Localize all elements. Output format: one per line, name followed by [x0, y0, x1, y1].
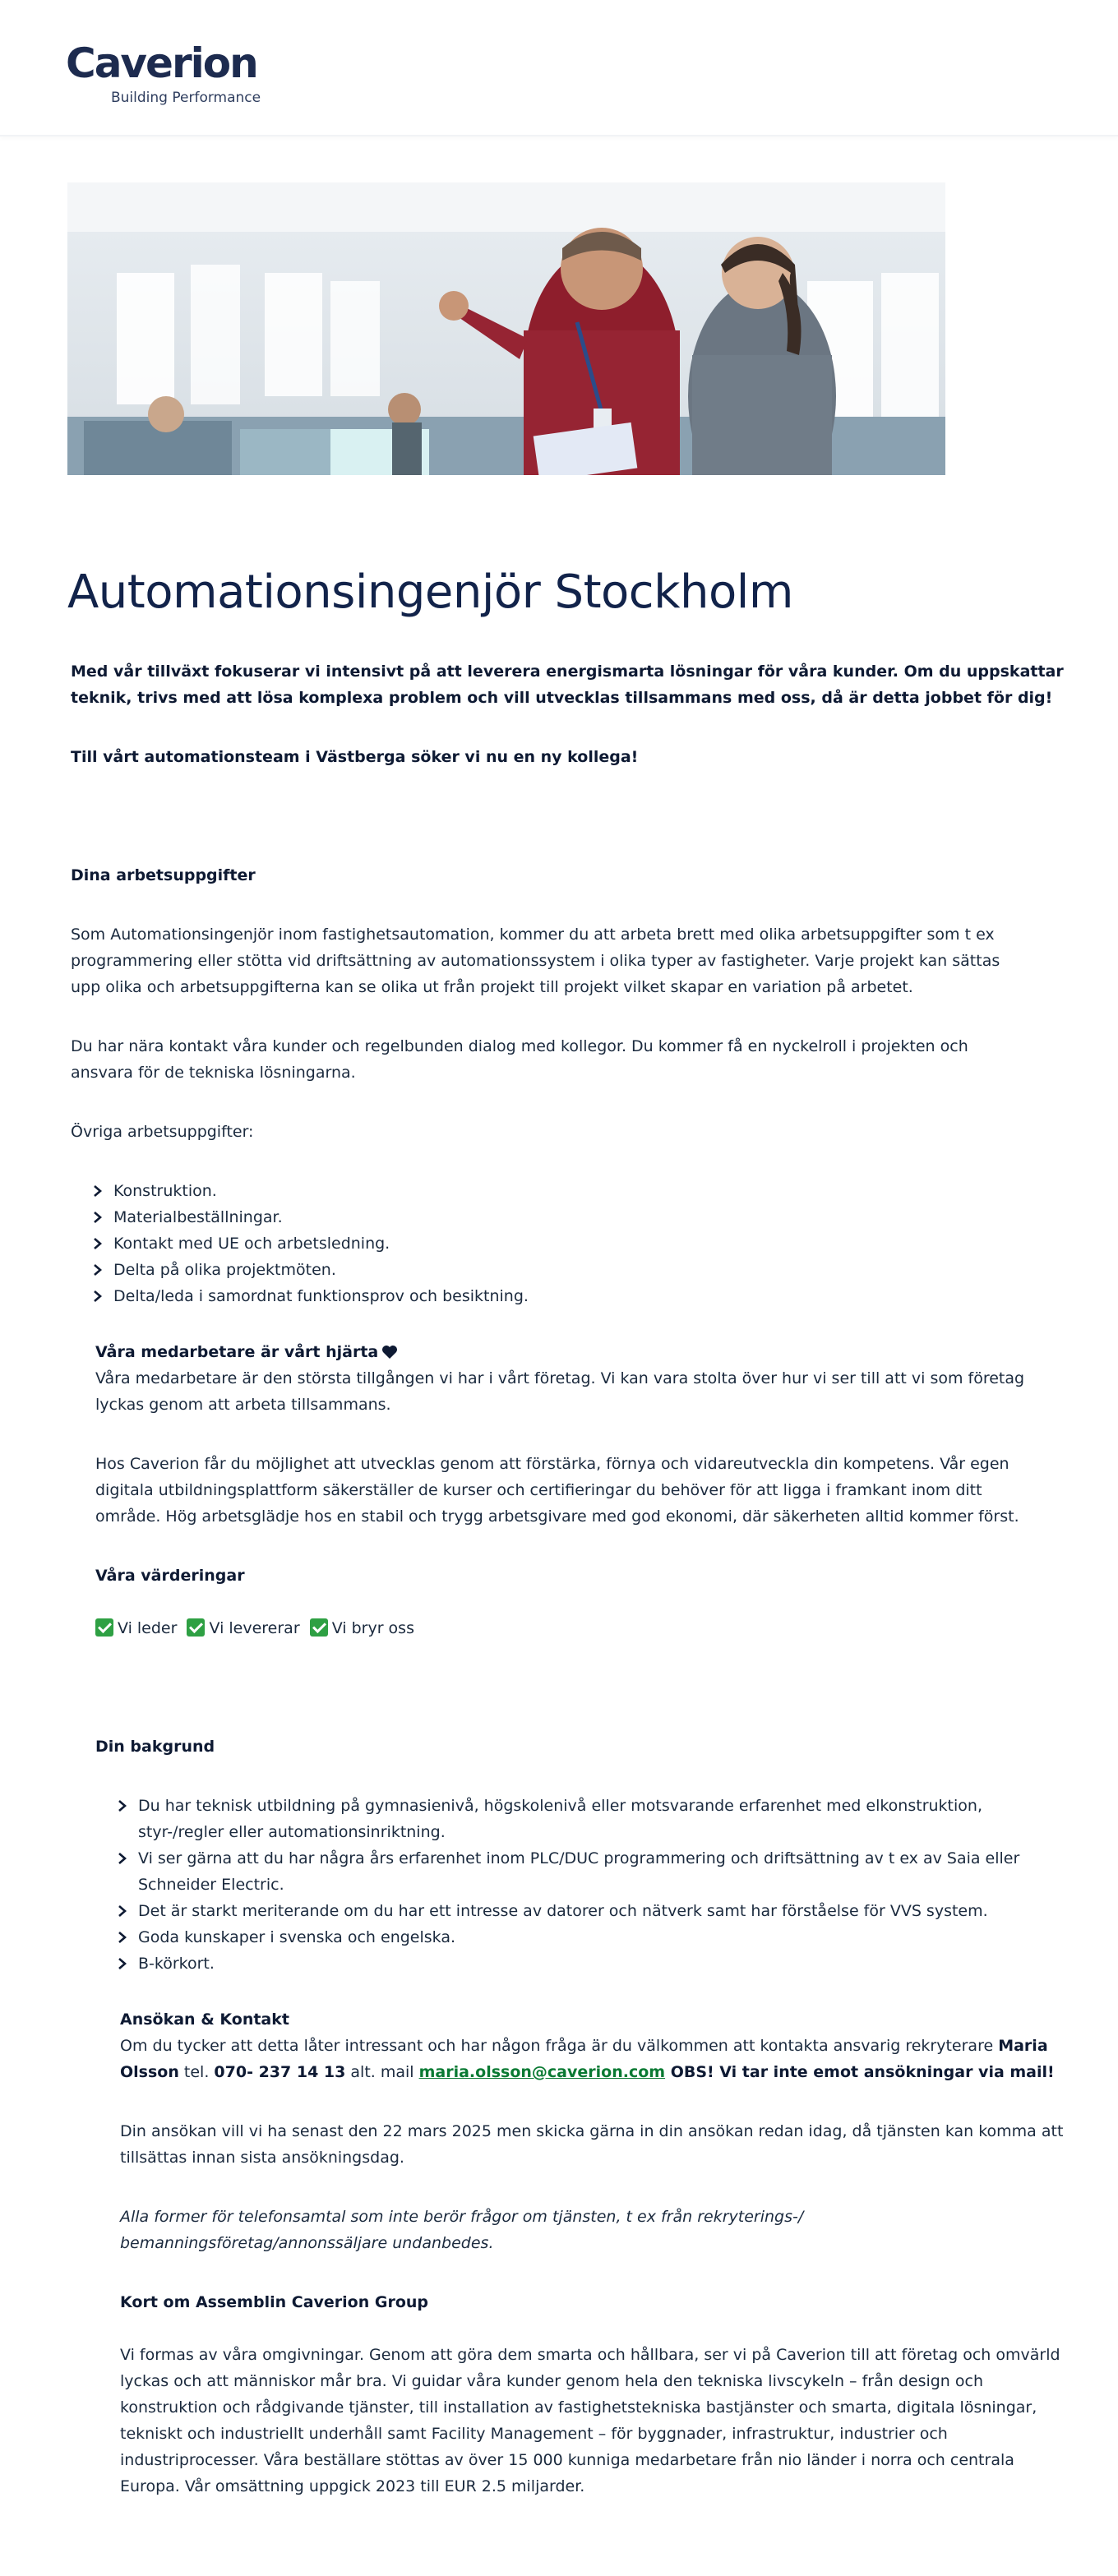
recruiter-phone[interactable]: 070- 237 14 13 [214, 2063, 346, 2081]
chevron-right-icon [92, 1185, 104, 1197]
chevron-right-icon [117, 1905, 128, 1917]
values-row [95, 1615, 419, 1641]
list-item [115, 1898, 1019, 1924]
tasks-p1-line-2: programmering eller stötta vid driftsättning av automationssystem i olika typer av fastigheter. Varje projekt kan sättas [71, 952, 1000, 970]
employees-p1-line-1: Våra medarbetare är den största tillgången vi har i vårt företag. Vi kan vara stolta över hur vi ser till att vi som företag [95, 1369, 1025, 1387]
contact-intro-text: Om du tycker att detta låter intressant och har någon fråga är du välkommen att kontakta ansvarig rekryterare [120, 2037, 999, 2055]
value-item: Vi bryr oss [331, 1619, 414, 1637]
heart-icon [381, 1345, 398, 1360]
about-line-2: lyckas och att människor mår bra. Vi guidar våra kunder genom hela den tekniska livscykeln – från design och [120, 2372, 984, 2390]
background-list [115, 1793, 1019, 1977]
hero-image [67, 182, 945, 475]
chevron-right-icon [117, 1853, 128, 1864]
tasks-p1-line-1: Som Automationsingenjör inom fastighetsautomation, kommer du att arbeta brett med olika arbetsuppgifter som t ex [71, 926, 995, 944]
obs-notice: OBS! Vi tar inte emot ansökningar via mail! [665, 2063, 1055, 2081]
tasks-heading: Dina arbetsuppgifter [71, 866, 256, 884]
contact-line-1 [120, 2033, 1048, 2059]
tasks-p2-line-1: Du har nära kontakt våra kunder och regelbunden dialog med kollegor. Du kommer få en nyckelroll i projekten och [71, 1037, 968, 1055]
list-item [90, 1283, 529, 1309]
site-header [0, 0, 1118, 136]
employees-heading-row [95, 1339, 398, 1365]
job-title: Automationsingenjör Stockholm [67, 566, 793, 619]
chevron-right-icon [117, 1800, 128, 1812]
recruiter-email-link[interactable]: maria.olsson@caverion.com [418, 2063, 666, 2081]
list-item-text: Delta/leda i samordnat funktionsprov och besiktning. [113, 1287, 529, 1305]
list-item-text: Materialbeställningar. [113, 1208, 283, 1226]
contact-heading: Ansökan & Kontakt [120, 2010, 289, 2029]
list-item-text: Vi ser gärna att du har några års erfarenhet inom PLC/DUC programmering och driftsättning av t ex av Saia eller [138, 1849, 1020, 1867]
list-item-text-cont: styr-/regler eller automationsinriktning. [138, 1823, 446, 1841]
chevron-right-icon [92, 1290, 104, 1302]
list-item [115, 1924, 1019, 1950]
list-item [90, 1230, 529, 1257]
tasks-list [90, 1178, 529, 1309]
about-heading: Kort om Assemblin Caverion Group [120, 2293, 429, 2311]
list-item-text: Delta på olika projektmöten. [113, 1261, 336, 1279]
list-item [90, 1257, 529, 1283]
list-item [115, 1845, 1019, 1898]
tel-label: tel. [178, 2063, 215, 2081]
deadline-line-2: tillsättas innan sista ansökningsdag. [120, 2149, 404, 2167]
list-item-text-cont: Schneider Electric. [138, 1876, 284, 1894]
notice-line-1: Alla former för telefonsamtal som inte berör frågor om tjänsten, t ex från rekryterings-/ [120, 2208, 804, 2226]
logo-wordmark[interactable]: Caverion [66, 39, 257, 87]
tasks-p1-line-3: upp olika och arbetsuppgifterna kan se olika ut från projekt till projekt vilket skapar en variation på arbetet. [71, 978, 913, 996]
contact-line-2 [120, 2059, 1055, 2085]
list-item-text: Du har teknisk utbildning på gymnasienivå, högskolenivå eller motsvarande erfarenhet med elkonstruktion, [138, 1797, 982, 1815]
intro-line-2: teknik, trivs med att lösa komplexa problem och vill utvecklas tillsammans med oss, då är detta jobbet för dig! [71, 689, 1053, 707]
intro-team: Till vårt automationsteam i Västberga söker vi nu en ny kollega! [71, 748, 639, 766]
chevron-right-icon [117, 1958, 128, 1969]
value-item: Vi levererar [209, 1619, 300, 1637]
employees-p2-line-3: område. Hög arbetsglädje hos en stabil och trygg arbetsgivare med god ekonomi, där säkerheten alltid kommer först. [95, 1507, 1019, 1526]
chevron-right-icon [92, 1264, 104, 1276]
values-heading: Våra värderingar [95, 1567, 245, 1585]
mail-label: alt. mail [345, 2063, 419, 2081]
recruiter-first-name: Maria [998, 2037, 1048, 2055]
check-icon [187, 1618, 205, 1637]
about-line-3: konstruktion och rådgivande tjänster, till installation av fastighetstekniska bastjänster och smarta, digitala lösningar, [120, 2398, 1037, 2417]
employees-heading: Våra medarbetare är vårt hjärta [95, 1343, 379, 1361]
employees-p1-line-2: lyckas genom att arbeta tillsammans. [95, 1396, 391, 1414]
background-heading: Din bakgrund [95, 1738, 215, 1756]
about-line-4: tekniskt och industriellt underhåll samt Facility Management – för byggnader, infrastruktur, industrier och [120, 2425, 948, 2443]
recruiter-last-name: Olsson [120, 2063, 179, 2081]
list-item-text: Det är starkt meriterande om du har ett intresse av datorer och nätverk samt har förståelse för VVS system. [138, 1902, 988, 1920]
chevron-right-icon [92, 1238, 104, 1249]
logo-tagline: Building Performance [111, 90, 261, 106]
chevron-right-icon [117, 1932, 128, 1943]
chevron-right-icon [92, 1212, 104, 1223]
list-item [90, 1204, 529, 1230]
list-item [115, 1793, 1019, 1845]
about-line-6: Europa. Vår omsättning uppgick 2023 till EUR 2.5 miljarder. [120, 2477, 585, 2495]
employees-p2-line-2: digitala utbildningsplattform säkerställer de kurser och certifieringar du behöver för att ligga i framkant inom ditt [95, 1481, 982, 1499]
other-tasks-label: Övriga arbetsuppgifter: [71, 1123, 254, 1141]
list-item-text: Kontakt med UE och arbetsledning. [113, 1235, 390, 1253]
list-item-text: Konstruktion. [113, 1182, 217, 1200]
value-item: Vi leder [118, 1619, 178, 1637]
tasks-p2-line-2: ansvara för de tekniska lösningarna. [71, 1064, 356, 1082]
notice-line-2: bemanningsföretag/annonssäljare undanbedes. [120, 2234, 494, 2252]
employees-p2-line-1: Hos Caverion får du möjlighet att utvecklas genom att förstärka, förnya och vidareutveckla din kompetens. Vår egen [95, 1455, 1009, 1473]
check-icon [310, 1618, 328, 1637]
list-item-text: Goda kunskaper i svenska och engelska. [138, 1928, 456, 1946]
about-line-1: Vi formas av våra omgivningar. Genom att göra dem smarta och hållbara, ser vi på Caverion till att företag och omvärld [120, 2346, 1060, 2364]
intro-line-1: Med vår tillväxt fokuserar vi intensivt på att leverera energismarta lösningar för våra kunder. Om du uppskattar [71, 662, 1064, 681]
list-item [90, 1178, 529, 1204]
deadline-line-1: Din ansökan vill vi ha senast den 22 mars 2025 men skicka gärna in din ansökan redan idag, då tjänsten kan komma att [120, 2122, 1064, 2140]
check-icon [95, 1618, 113, 1637]
list-item [115, 1950, 1019, 1977]
about-line-5: industriprocesser. Våra beställare stöttas av över 15 000 kunniga medarbetare från nio länder i norra och centrala [120, 2451, 1014, 2469]
list-item-text: B-körkort. [138, 1955, 215, 1973]
